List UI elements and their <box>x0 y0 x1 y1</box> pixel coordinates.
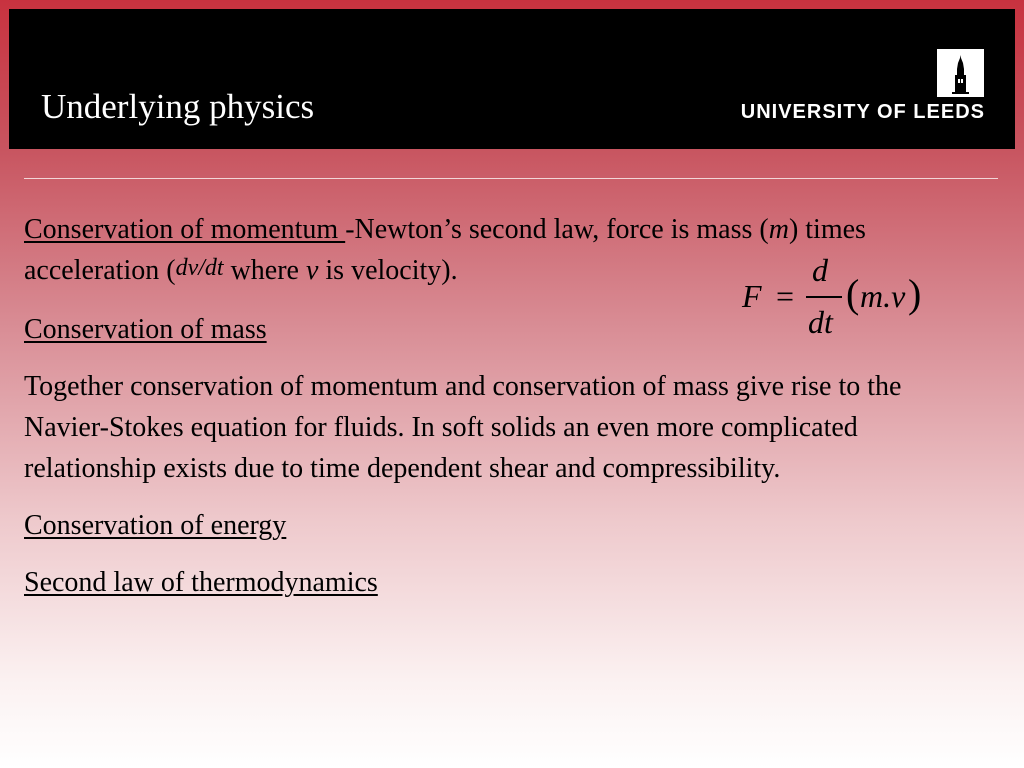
formula-open-paren: ( <box>846 271 860 316</box>
formula-fraction-bar <box>806 296 842 298</box>
momentum-text-2: ) times acceleration ( <box>24 214 866 286</box>
formula-numerator: d <box>812 252 828 288</box>
energy-heading: Conservation of energy <box>24 510 287 541</box>
newton-formula <box>742 252 942 342</box>
thermo-paragraph <box>24 562 964 603</box>
momentum-text-3: where <box>223 255 306 286</box>
formula-denominator: dt <box>808 304 833 340</box>
momentum-text-1: -Newton’s second law, force is mass ( <box>345 214 769 245</box>
mass-heading: Conservation of mass <box>24 314 267 345</box>
formula-momentum: m.v <box>860 278 906 314</box>
energy-paragraph <box>24 505 964 546</box>
thermo-heading: Second law of thermodynamics <box>24 567 378 598</box>
formula-equals: = <box>776 278 795 314</box>
formula-force: F <box>742 278 762 314</box>
acceleration-symbol: dv/dt <box>175 255 224 281</box>
navier-stokes-paragraph: Together conservation of momentum and conservation of mass give rise to the Navier-Stokes equation for fluids. In soft solids an even more complicated relationship exists due to time dependent shear and compressibility. <box>24 371 902 484</box>
mass-symbol: m <box>768 214 789 245</box>
slide-header <box>9 9 1015 149</box>
momentum-heading: Conservation of momentum <box>24 214 346 245</box>
momentum-text-4: is velocity). <box>318 255 458 286</box>
formula-close-paren: ) <box>908 271 922 316</box>
university-name: UNIVERSITY OF LEEDS <box>740 101 985 123</box>
divider <box>24 178 998 179</box>
slide-title: Underlying physics <box>41 87 315 126</box>
velocity-symbol: v <box>305 255 319 286</box>
university-logo-tower-icon <box>937 49 984 97</box>
